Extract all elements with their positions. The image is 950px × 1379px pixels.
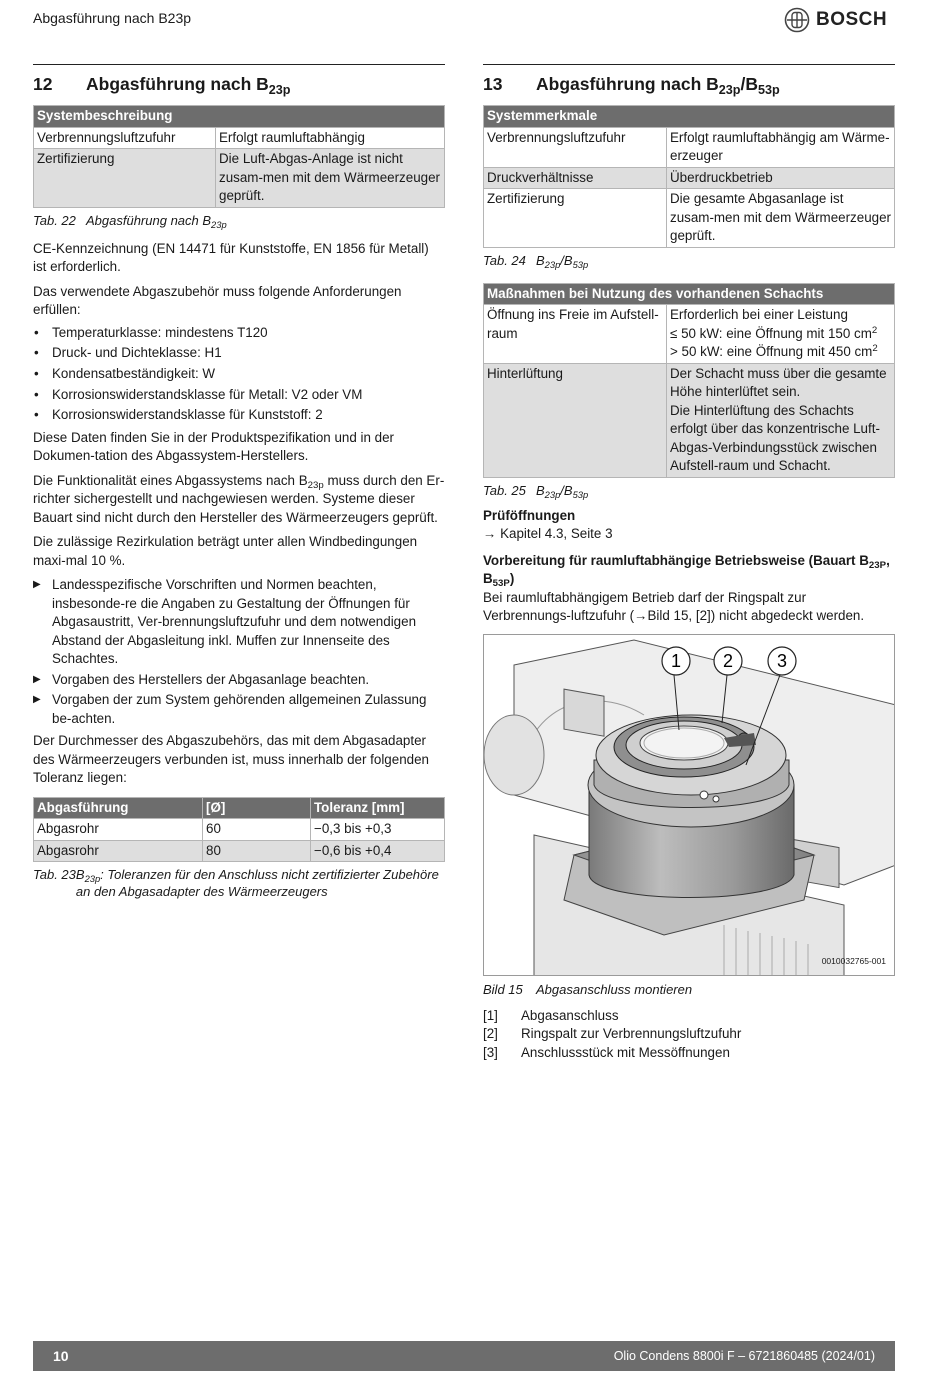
table-22 — [33, 105, 445, 208]
table-cell: Überdruckbetrieb — [667, 167, 895, 189]
table-24 — [483, 105, 895, 248]
table-row — [34, 819, 445, 841]
diameter-paragraph: Der Durchmesser des Abgaszubehörs, das mit dem Abgasadapter des Wärmeerzeugers verbunden ist, muss innerhalb der folgenden Toleranz liegen: — [33, 733, 429, 786]
figure-legend — [483, 1007, 895, 1063]
table-cell: Zertifizierung — [34, 149, 216, 208]
callout-2: 2 — [722, 650, 734, 671]
list-item: • Korrosionswiderstandsklasse für Metall: V2 oder VM — [33, 386, 445, 405]
table-cell: Erfolgt raumluftabhängig — [216, 127, 445, 149]
callout-1: 1 — [670, 650, 682, 671]
instruction-list — [33, 576, 445, 728]
callout-3: 3 — [776, 650, 788, 671]
section-12-heading — [33, 73, 445, 95]
table-22-caption: Tab. 22 Abgasführung nach $B_{23p}$ — [33, 212, 227, 230]
list-item: ▶ Vorgaben der zum System gehörenden allgemeinen Zulassung be-achten. — [33, 691, 445, 728]
list-item: • Kondensatbeständigkeit: W — [33, 365, 445, 384]
ce-paragraph: CE-Kennzeichnung (EN 14471 für Kunststoffe, EN 1856 für Metall) ist erforderlich. — [33, 240, 429, 274]
left-column — [33, 64, 445, 911]
section-title: Abgasführung nach $B_{23p}/B_{53p}$ — [536, 74, 780, 97]
legend-item: [2] Ringspalt zur Verbrennungsluftzufuhr — [483, 1026, 742, 1041]
pruefoeffnungen-ref: → Kapitel 4.3, Seite 3 — [483, 526, 613, 541]
table-cell: Hinterlüftung — [484, 363, 667, 477]
table-23-caption: Tab. 23 $B_{23p}$: Toleranzen für den Anschluss nicht zertifizierter Zubehöre an den Abgasadapter des Wärmeerzeugers — [33, 867, 439, 900]
document-id: Olio Condens 8800i F – 6721860485 (2024/01) — [613, 1348, 875, 1363]
table-cell: Öffnung ins Freie im Aufstell-raum — [484, 305, 667, 364]
bosch-logo — [784, 7, 887, 33]
bosch-armature-icon — [784, 7, 810, 33]
table-cell: Abgasrohr — [34, 840, 203, 862]
list-item: ▶ Vorgaben des Herstellers der Abgasanlage beachten. — [33, 671, 445, 690]
legend-item: [1] Abgasanschluss — [483, 1007, 619, 1023]
figure-code: 0010032765-001 — [821, 956, 886, 966]
table-cell: Erforderlich bei einer Leistung ≤ 50 kW: eine Öffnung mit 150 $cm^2$ > 50 kW: eine Öffnung mit 450 $cm^2$ — [667, 305, 895, 364]
table-cell: Zertifizierung — [484, 189, 667, 248]
list-item: • Druck- und Dichteklasse: H1 — [33, 344, 445, 363]
legend-item: [3] Anschlussstück mit Messöffnungen — [483, 1044, 730, 1060]
table-cell: Die gesamte Abgasanlage ist zusam-men mit dem Wärmeerzeuger geprüft. — [667, 189, 895, 248]
table-header: Systemmerkmale — [484, 106, 895, 128]
table-cell: Verbrennungsluftzufuhr — [34, 127, 216, 149]
table-header: Maßnahmen bei Nutzung des vorhandenen Schachts — [484, 283, 895, 305]
pruefoeffnungen-heading: Prüföffnungen — [483, 507, 576, 523]
section-13-heading — [483, 73, 895, 95]
table-header: [Ø] — [203, 797, 311, 819]
data-paragraph: Diese Daten finden Sie in der Produktspezifikation und in der Dokumen-tation des Abgassystem-Herstellers. — [33, 429, 395, 464]
table-header: Systembeschreibung — [34, 106, 445, 128]
table-cell: Verbrennungsluftzufuhr — [484, 127, 667, 167]
section-title: Abgasführung nach $B_{23p}$ — [86, 74, 291, 97]
flue-adapter-illustration — [484, 635, 895, 976]
table-cell: Abgasrohr — [34, 819, 203, 841]
table-header: Abgasführung — [34, 797, 203, 819]
functionality-paragraph: Die Funktionalität eines Abgassystems nach $B_{23p}$ muss durch den Er-richter sichergestellt und nachgewiesen werden. Systeme dieser Bauart sind nicht durch den Hersteller des Wärmeerzeugers geprüft. — [33, 472, 445, 525]
table-cell: Erfolgt raumluftabhängig am Wärme-erzeuger — [667, 127, 895, 167]
figure-15 — [483, 634, 895, 976]
table-cell: 60 — [203, 819, 311, 841]
requirements-paragraph: Das verwendete Abgaszubehör muss folgende Anforderungen erfüllen: — [33, 283, 402, 317]
section-number: 13 — [483, 74, 503, 94]
requirements-list — [33, 324, 445, 425]
bosch-wordmark: BOSCH — [816, 8, 888, 30]
list-item: • Korrosionswiderstandsklasse für Kunststoff: 2 — [33, 406, 445, 425]
table-cell: Druckverhältnisse — [484, 167, 667, 189]
table-cell: Der Schacht muss über die gesamte Höhe hinterlüftet sein. Die Hinterlüftung des Schachts erfolgt über das konzentrische Luft-Abgas-Verbindungsstück zwischen Aufstell-raum und Schacht. — [667, 363, 895, 477]
table-24-caption: Tab. 24 $B_{23p}/B_{53p}$ — [483, 252, 589, 270]
table-25-caption: Tab. 25 $B_{23p}/B_{53p}$ — [483, 482, 589, 500]
table-cell: −0,6 bis +0,4 — [311, 840, 445, 862]
table-25 — [483, 283, 895, 478]
right-column — [483, 64, 895, 1062]
list-item: • Temperaturklasse: mindestens T120 — [33, 324, 445, 343]
running-header: Abgasführung nach B23p — [33, 10, 192, 26]
table-cell: −0,3 bis +0,3 — [311, 819, 445, 841]
table-header: Toleranz [mm] — [311, 797, 445, 819]
figure-15-caption: Bild 15 Abgasanschluss montieren — [483, 981, 693, 997]
table-cell: Die Luft-Abgas-Anlage ist nicht zusam-men mit dem Wärmeerzeuger geprüft. — [216, 149, 445, 208]
vorbereitung-text: Bei raumluftabhängigem Betrieb darf der Ringspalt zur Verbrennungs-luftzufuhr (→Bild 15, [2]) nicht abgedeckt werden. — [483, 589, 865, 623]
table-row — [34, 840, 445, 862]
recirculation-paragraph: Die zulässige Rezirkulation beträgt unter allen Windbedingungen maxi-mal 10 %. — [33, 534, 418, 568]
table-23 — [33, 797, 445, 863]
vorbereitung-heading: Vorbereitung für raumluftabhängige Betriebsweise (Bauart $B_{23P}$, $B_{53P}$) — [483, 552, 890, 589]
page-footer — [33, 1341, 895, 1371]
list-item: ▶ Landesspezifische Vorschriften und Normen beachten, insbesonde-re die Angaben zu Gestaltung der Öffnungen für Abgasaustritt, Ver-brennungsluftzufuhr und dem notwendigen Abstand der Abgasleitung inkl. Muffen zur Innenseite des Schachtes. — [33, 576, 445, 669]
table-cell: 80 — [203, 840, 311, 862]
page-number: 10 — [53, 1347, 69, 1364]
section-number: 12 — [33, 74, 53, 94]
